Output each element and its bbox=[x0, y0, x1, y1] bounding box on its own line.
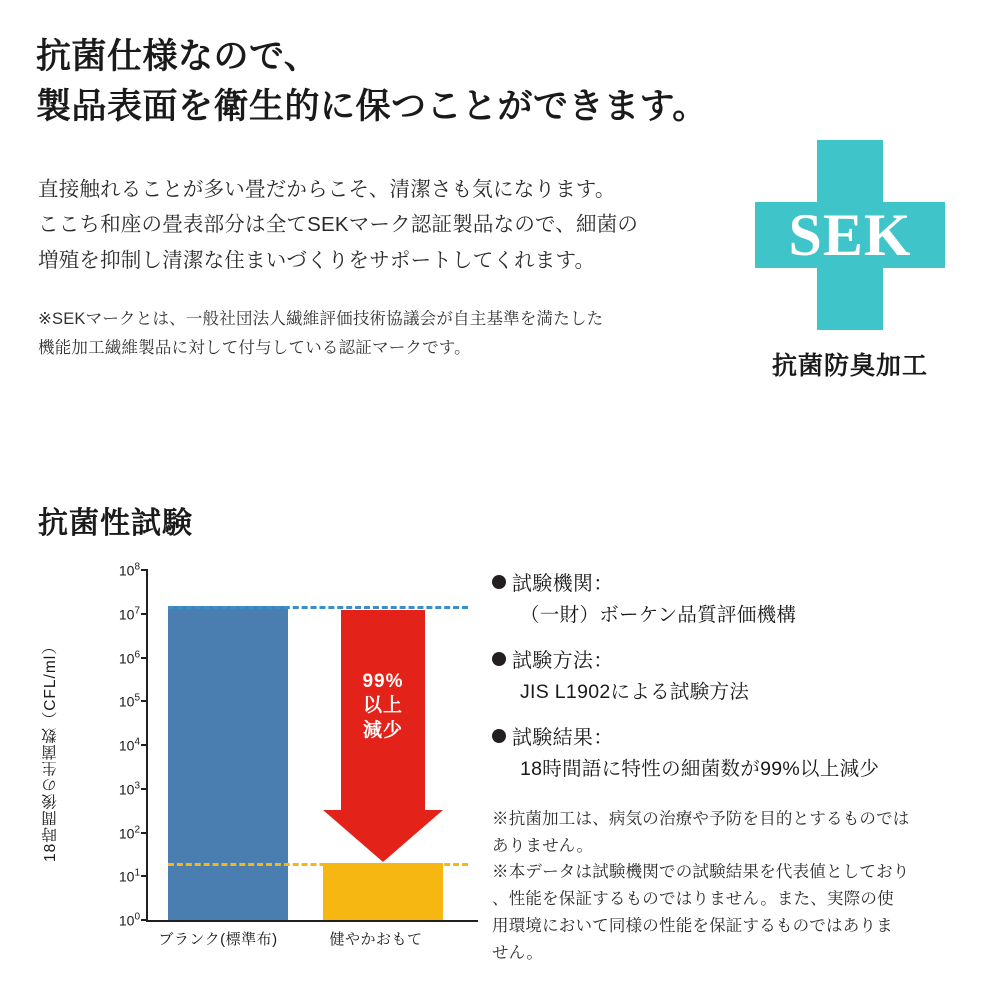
chart-arrow-label-line-2: 以上 bbox=[362, 695, 403, 717]
chart-ytick-7: $10^7$ bbox=[118, 605, 140, 623]
chart-plot-area bbox=[118, 561, 478, 929]
test-info-head-result-text: 試験結果： bbox=[512, 727, 614, 750]
body-copy-line-1: 直接触れることが多い畳だからこそ、清潔さも気になります。 bbox=[38, 178, 616, 201]
test-info-head-institution bbox=[492, 568, 972, 600]
chart-ytick-exp-2: 2 bbox=[134, 824, 140, 836]
test-info-item-institution bbox=[492, 568, 972, 631]
antibacterial-test-chart bbox=[38, 560, 478, 960]
disclaimer-line-2: ありません。 bbox=[492, 836, 594, 855]
chart-ytick-exp-0: 0 bbox=[134, 911, 140, 923]
body-copy-line-3: 増殖を抑制し清潔な住まいづくりをサポートしてくれます。 bbox=[38, 248, 596, 272]
test-info-sub-institution: （一財）ボーケン品質評価機構 bbox=[520, 604, 797, 626]
chart-ytick-exp-8: 8 bbox=[134, 561, 140, 573]
sek-mark-text: SEK bbox=[788, 202, 912, 268]
chart-ytick-exp-6: 6 bbox=[134, 649, 140, 661]
disclaimer-line-3: ※本データは試験機関での試験結果を代表値としており bbox=[492, 863, 910, 882]
chart-ytick-exp-7: 7 bbox=[134, 605, 140, 617]
sek-note-line-1: ※SEKマークとは、一般社団法人繊維評価技術協議会が自主基準を満たした bbox=[38, 310, 604, 328]
chart-ytick-mark-4 bbox=[141, 744, 148, 746]
chart-ytick-exp-5: 5 bbox=[134, 692, 140, 704]
test-info-head-method bbox=[492, 645, 972, 677]
chart-y-axis-label: 18時間後の生菌数（CFL/ml） bbox=[42, 638, 59, 862]
headline bbox=[36, 32, 796, 131]
test-info-head-result bbox=[492, 722, 972, 754]
bullet-icon bbox=[492, 652, 506, 666]
chart-ytick-mark-2 bbox=[141, 832, 148, 834]
bullet-icon bbox=[492, 575, 506, 589]
chart-arrow-head-icon bbox=[323, 810, 443, 862]
chart-ytick-mark-3 bbox=[141, 788, 148, 790]
test-info-head-method-text: 試験方法： bbox=[512, 650, 614, 673]
chart-ytick-mark-5 bbox=[141, 700, 148, 702]
chart-ytick-6: $10^6$ bbox=[118, 649, 140, 666]
test-info-list bbox=[492, 568, 972, 800]
chart-ytick-5: $10^5$ bbox=[118, 692, 140, 710]
chart-reference-line-blank bbox=[168, 606, 468, 609]
chart-ytick-0: $10^0$ bbox=[118, 911, 140, 929]
test-info-item-method bbox=[492, 645, 972, 708]
section-title: 抗菌性試験 bbox=[38, 507, 193, 540]
chart-arrow-label-line-3: 減少 bbox=[362, 719, 403, 741]
chart-ytick-mark-0 bbox=[141, 919, 148, 921]
chart-reduction-annotation bbox=[323, 610, 443, 865]
headline-line-1: 抗菌仕様なので、 bbox=[36, 37, 320, 76]
test-info-sub-method: JIS L1902による試験方法 bbox=[520, 681, 750, 704]
chart-arrow-label bbox=[323, 670, 443, 743]
disclaimer-line-6: せん。 bbox=[492, 943, 544, 962]
sek-badge bbox=[735, 140, 965, 382]
chart-xtick-product: 健やかおもて bbox=[329, 931, 423, 948]
body-copy-line-2: ここち和座の畳表部分は全てSEKマーク認証製品なので、細菌の bbox=[38, 213, 639, 237]
disclaimer bbox=[492, 806, 960, 966]
chart-xtick-blank: ブランク(標準布) bbox=[158, 931, 278, 948]
sek-cross-icon bbox=[755, 140, 945, 330]
bullet-icon bbox=[492, 729, 506, 743]
headline-line-2: 製品表面を衛生的に保つことができます。 bbox=[36, 86, 708, 126]
chart-ytick-mark-6 bbox=[141, 657, 148, 659]
chart-arrow-label-line-1: 99% bbox=[362, 671, 404, 692]
sek-badge-caption: 抗菌防臭加工 bbox=[771, 352, 928, 380]
chart-ytick-mark-1 bbox=[141, 875, 148, 877]
chart-bar-blank bbox=[168, 606, 288, 920]
test-info-item-result bbox=[492, 722, 972, 785]
chart-ytick-8: $10^8$ bbox=[118, 561, 140, 579]
chart-ytick-4: $10^4$ bbox=[118, 736, 140, 754]
body-copy bbox=[38, 172, 718, 278]
test-info-sub-result: 18時間語に特性の細菌数が99%以上減少 bbox=[520, 758, 880, 781]
disclaimer-line-4: 、性能を保証するものではりません。また、実際の使 bbox=[492, 890, 894, 909]
chart-ytick-exp-3: 3 bbox=[134, 780, 140, 792]
chart-ytick-3: $10^3$ bbox=[118, 780, 140, 798]
chart-ytick-1: $10^1$ bbox=[118, 867, 140, 885]
sek-note bbox=[38, 305, 718, 364]
chart-bar-product bbox=[323, 863, 443, 920]
chart-ytick-2: $10^2$ bbox=[118, 824, 140, 841]
chart-ytick-exp-4: 4 bbox=[134, 736, 140, 748]
chart-ytick-mark-7 bbox=[141, 613, 148, 615]
disclaimer-line-1: ※抗菌加工は、病気の治療や予防を目的とするものでは bbox=[492, 810, 910, 828]
sek-note-line-2: 機能加工繊維製品に対して付与している認証マークです。 bbox=[38, 339, 471, 358]
chart-ytick-exp-1: 1 bbox=[134, 867, 140, 879]
disclaimer-line-5: 用環境において同様の性能を保証するものではありま bbox=[492, 916, 893, 935]
chart-ytick-mark-8 bbox=[141, 569, 148, 571]
test-info-head-institution-text: 試験機関： bbox=[512, 573, 614, 595]
